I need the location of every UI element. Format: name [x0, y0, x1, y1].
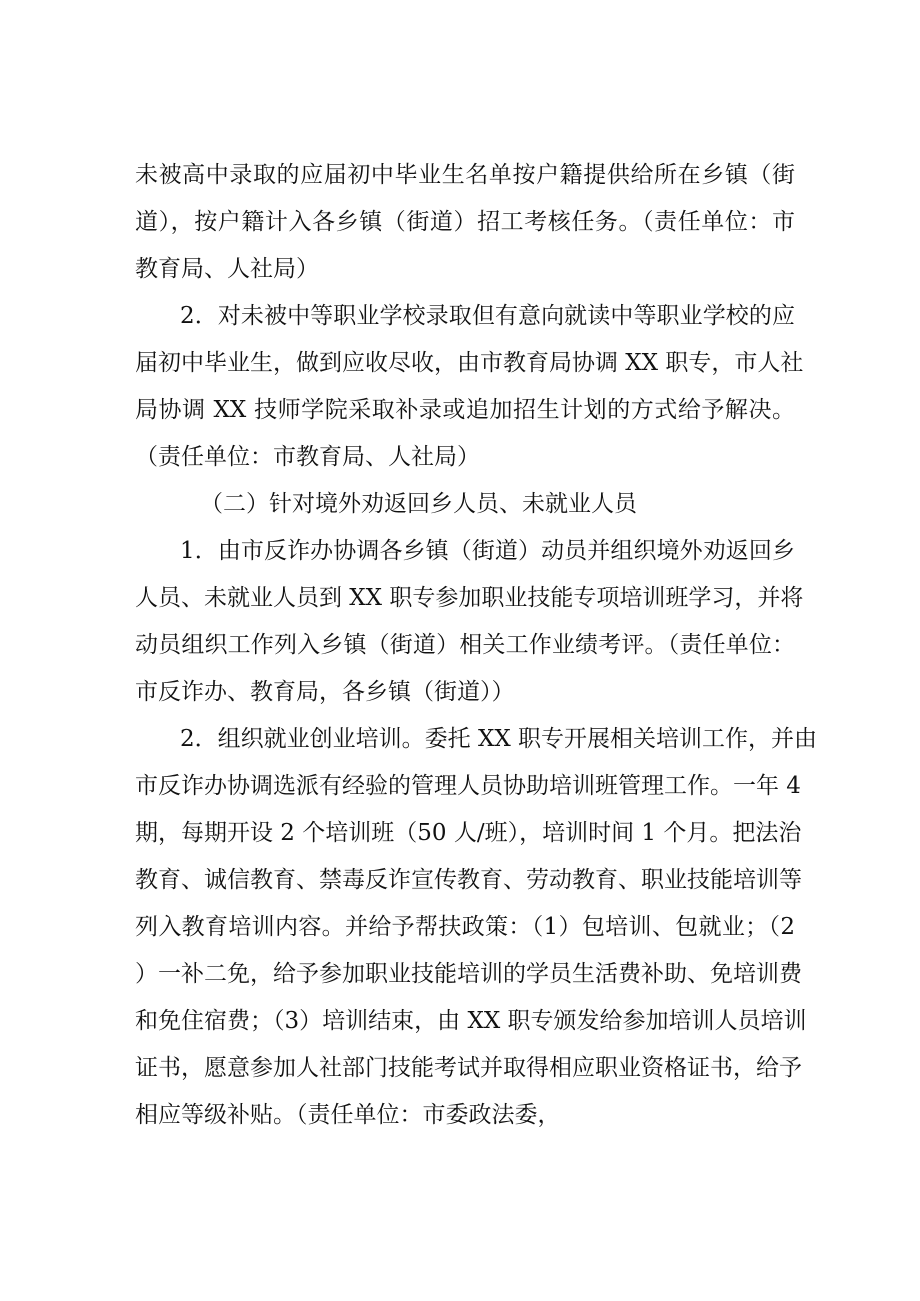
section-heading [0, 484, 920, 524]
text-line [0, 954, 920, 994]
line-text: 市反诈办协调选派有经验的管理人员协助培训班管理工作。一年 4 [135, 773, 801, 799]
text-line [0, 907, 920, 947]
text-line [0, 672, 920, 712]
line-text: 道），按户籍计入各乡镇（街道）招工考核任务。（责任单位：市 [135, 209, 795, 235]
line-text: 教育局、人社局） [135, 256, 319, 282]
text-line [0, 578, 920, 618]
text-line [0, 860, 920, 900]
text-line [0, 1048, 920, 1088]
line-text: 届初中毕业生，做到应收尽收，由市教育局协调 XX 职专，市人社 [135, 350, 804, 376]
text-line [0, 202, 920, 242]
heading-text: （二）针对境外劝返回乡人员、未就业人员 [200, 491, 637, 517]
paragraph-first-line [0, 531, 920, 571]
text-line [0, 625, 920, 665]
line-text: 相应等级补贴。（责任单位：市委政法委， [135, 1102, 561, 1128]
text-line [0, 1001, 920, 1041]
line-text: 列入教育培训内容。并给予帮扶政策：（1）包培训、包就业；（2 [135, 914, 795, 940]
line-text: 1．由市反诈办协调各乡镇（街道）动员并组织境外劝返回乡 [180, 538, 795, 564]
line-text: 2．组织就业创业培训。委托 XX 职专开展相关培训工作，并由 [180, 726, 818, 752]
paragraph-first-line [0, 719, 920, 759]
line-text: ）一补二免，给予参加职业技能培训的学员生活费补助、免培训费 [135, 961, 802, 987]
text-line [0, 343, 920, 383]
line-text: 2．对未被中等职业学校录取但有意向就读中等职业学校的应 [180, 303, 795, 329]
line-text: 动员组织工作列入乡镇（街道）相关工作业绩考评。（责任单位： [135, 632, 795, 658]
line-text: 市反诈办、教育局，各乡镇（街道）） [135, 679, 515, 705]
paragraph-first-line [0, 296, 920, 336]
text-line [0, 766, 920, 806]
line-text: 教育、诚信教育、禁毒反诈宣传教育、劳动教育、职业技能培训等 [135, 867, 802, 893]
text-line [0, 813, 920, 853]
line-text: （责任单位：市教育局、人社局） [135, 444, 480, 470]
line-text: 证书，愿意参加人社部门技能考试并取得相应职业资格证书，给予 [135, 1055, 802, 1081]
text-line [0, 1095, 920, 1135]
line-text: 人员、未就业人员到 XX 职专参加职业技能专项培训班学习，并将 [135, 585, 804, 611]
line-text: 未被高中录取的应届初中毕业生名单按户籍提供给所在乡镇（街 [135, 162, 795, 188]
text-line [0, 437, 920, 477]
text-line [0, 390, 920, 430]
line-text: 和免住宿费；（3）培训结束，由 XX 职专颁发给参加培训人员培训 [135, 1008, 807, 1034]
line-text: 期，每期开设 2 个培训班（50 人/班），培训时间 1 个月。把法治 [135, 820, 802, 846]
line-text: 局协调 XX 技师学院采取补录或追加招生计划的方式给予解决。 [135, 397, 795, 423]
text-line [0, 249, 920, 289]
text-line [0, 155, 920, 195]
